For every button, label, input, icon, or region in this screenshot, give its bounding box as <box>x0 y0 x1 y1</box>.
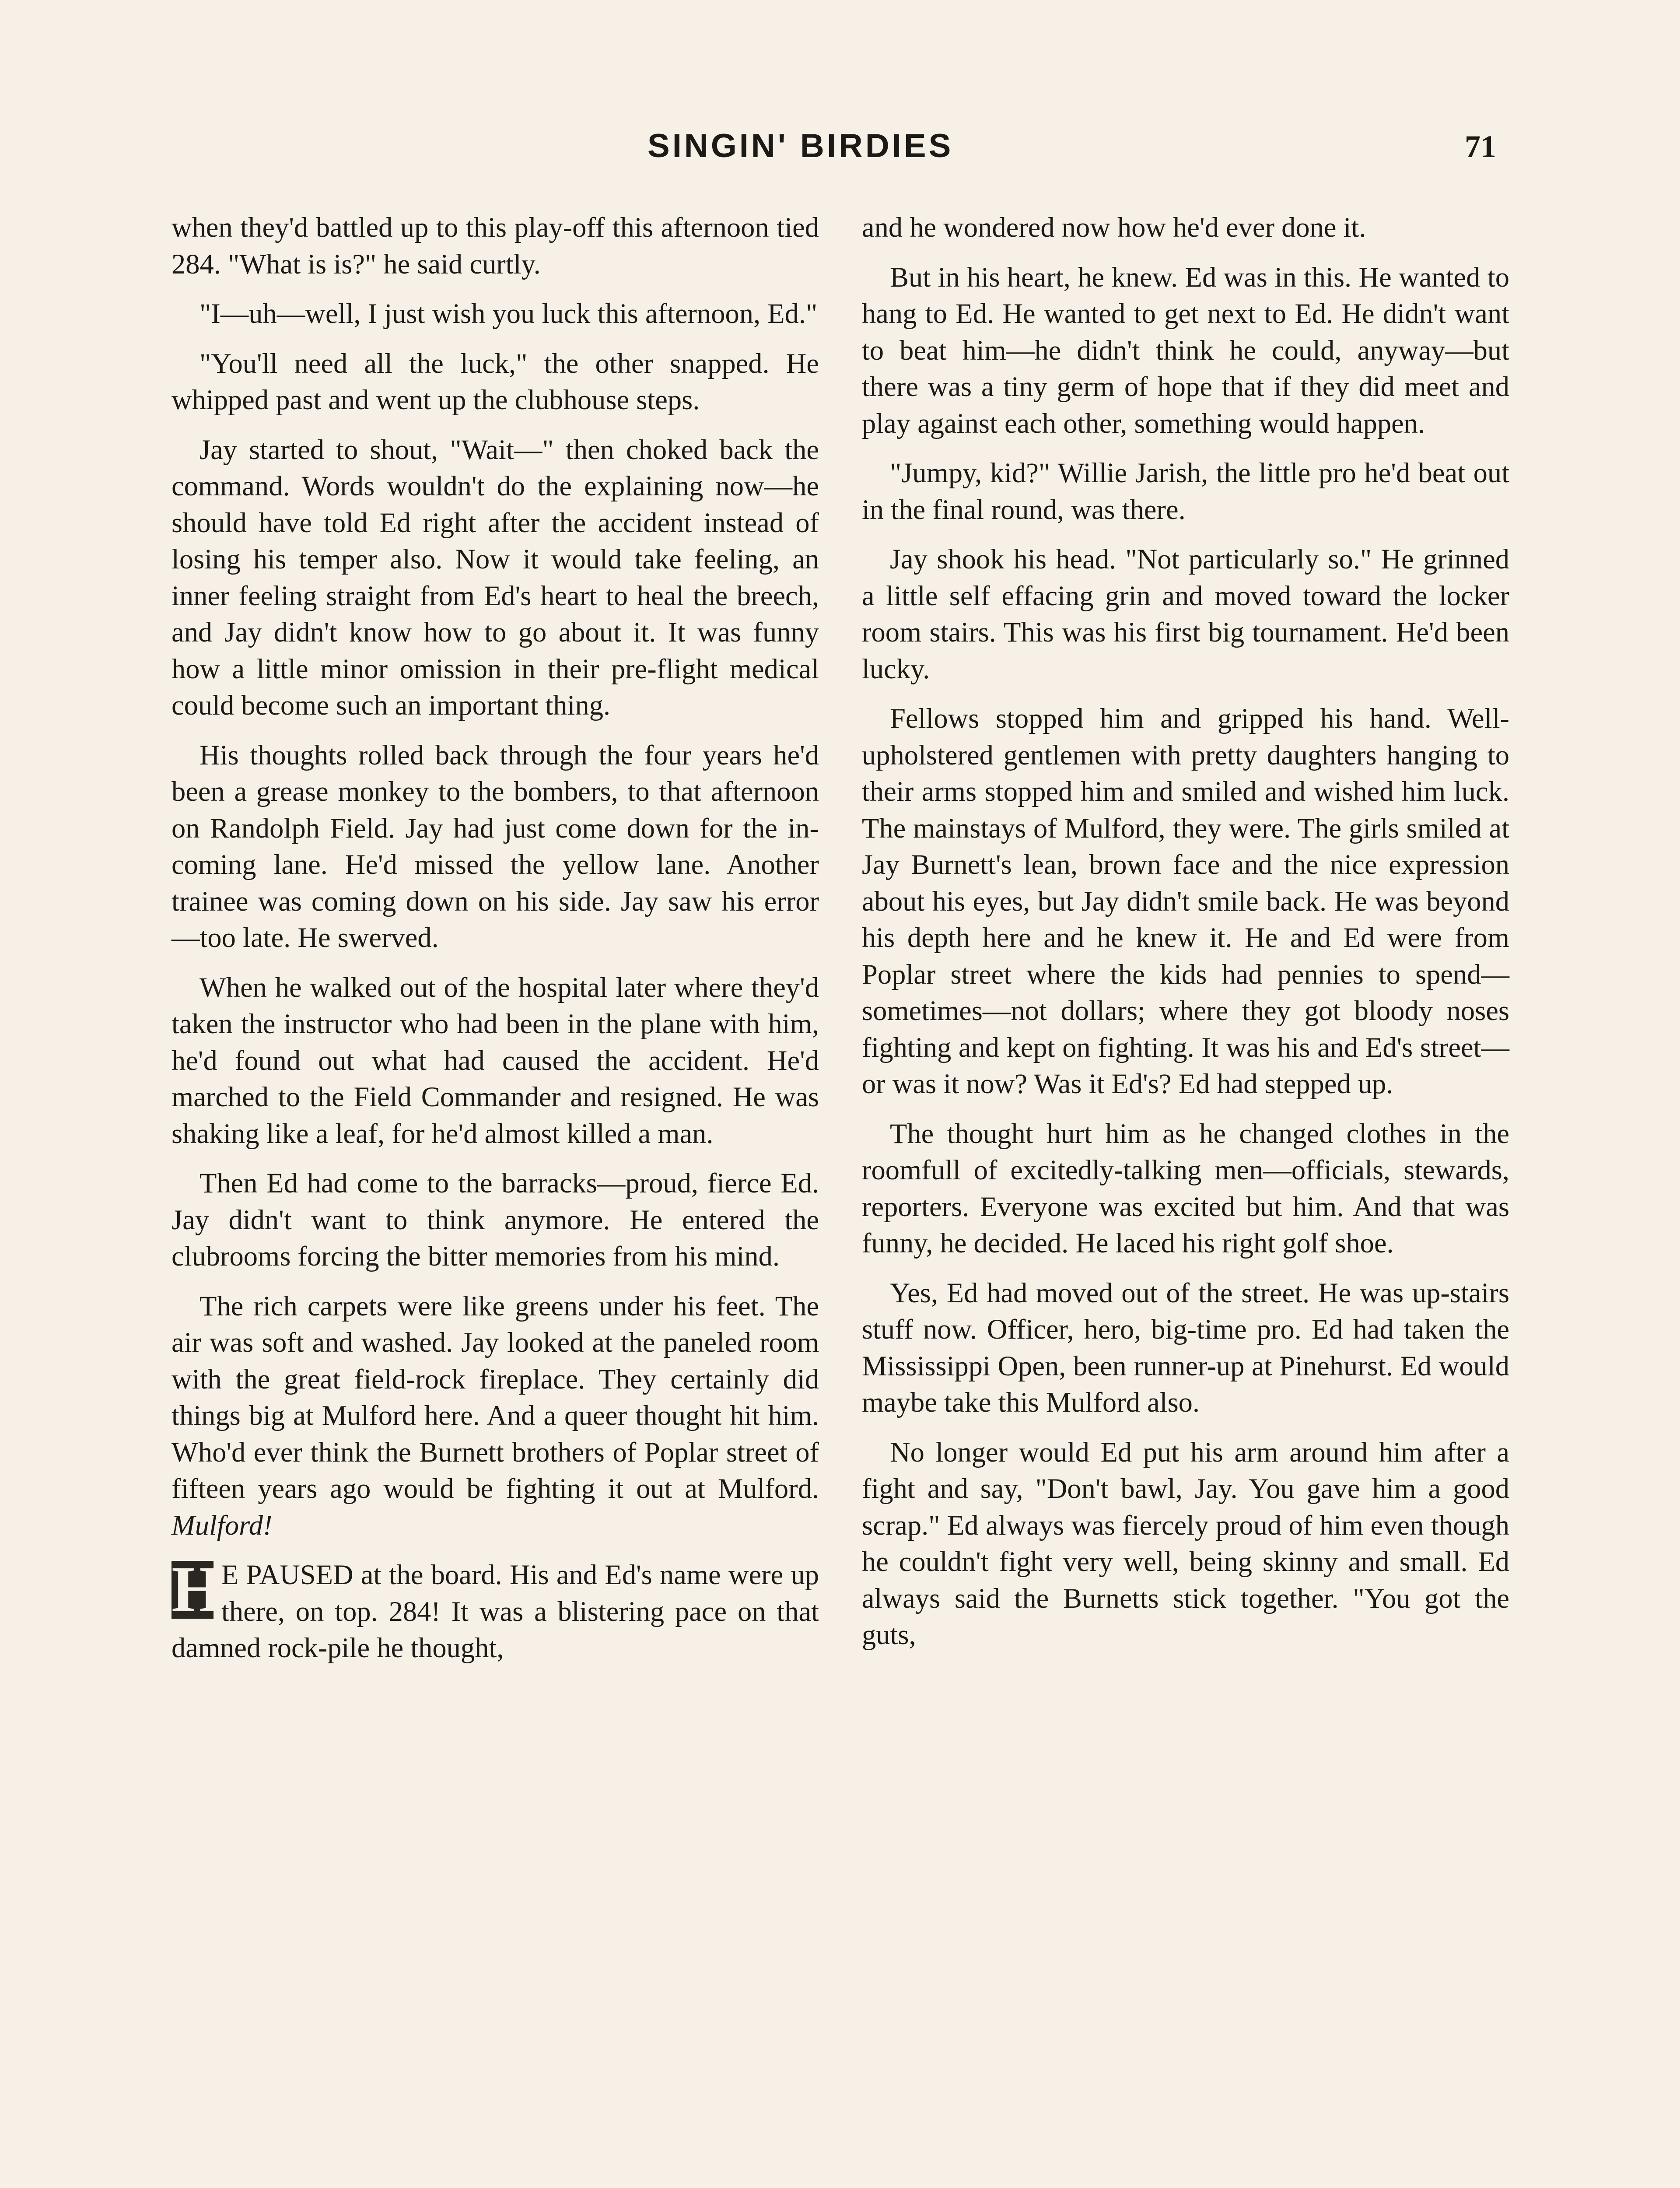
paragraph: Fellows stopped him and gripped his hand. Well-upholstered gentlemen with pretty daughters hanging to their arms stopped him and smiled and wished him luck. The mainstays of Mulford, they were. The girls smiled at Jay Burnett's lean, brown face and the nice expression about his eyes, but Jay didn't smile back. He was beyond his depth here and he knew it. He and Ed were from Poplar street where the kids had pennies to spend—sometimes—not dollars; where they got bloody noses fighting and kept on fighting. It was his and Ed's street—or was it now? Was it Ed's? Ed had stepped up. <box>862 703 1509 1099</box>
paragraph: and he wondered now how he'd ever done it. <box>862 212 1366 243</box>
paragraph-with-emphasis <box>172 1288 819 1544</box>
paragraph: His thoughts rolled back through the four years he'd been a grease monkey to the bombers, to that afternoon on Randolph Field. Jay had just come down for the in-coming lane. He'd missed the yellow lane. Another trainee was coming down on his side. Jay saw his error—too late. He swerved. <box>172 739 819 953</box>
running-header <box>0 127 1680 179</box>
paragraph: The thought hurt him as he changed clothes in the roomfull of excitedly-talking men—officials, stewards, reporters. Everyone was excited but him. And that was funny, he decided. He laced his right golf shoe. <box>862 1118 1509 1259</box>
paragraph: Then Ed had come to the barracks—proud, fierce Ed. Jay didn't want to think anymore. He entered the clubrooms forcing the bitter memories from his mind. <box>172 1168 819 1272</box>
running-title: SINGIN' BIRDIES <box>648 127 954 165</box>
paragraph-text: The rich carpets were like greens under his feet. The air was soft and washed. Jay looked at the paneled room with the great field-rock fireplace. They certainly did things big at Mulford here. And a queer thought hit him. Who'd ever think the Burnett brothers of Poplar street of fifteen years ago would be fighting it out at Mulford. <box>172 1290 819 1504</box>
paragraph: "You'll need all the luck," the other snapped. He whipped past and went up the clubhouse steps. <box>172 347 819 415</box>
left-column <box>172 209 819 1680</box>
paragraph: Jay started to shout, "Wait—" then choked back the command. Words wouldn't do the explaining now—he should have told Ed right after the accident instead of losing his temper also. Now it would take feeling, an inner feeling straight from Ed's heart to heal the breech, and Jay didn't know how to go about it. It was funny how a little minor omission in their pre-flight medical could become such an important thing. <box>172 434 819 721</box>
paragraph: "Jumpy, kid?" Willie Jarish, the little pro he'd beat out in the final round, was there. <box>862 457 1509 525</box>
paragraph: when they'd battled up to this play-off this afternoon tied 284. "What is is?" he said curtly. <box>172 212 819 280</box>
paragraph-text: E PAUSED at the board. His and Ed's name were up there, on top. 284! It was a blistering pace on that damned rock-pile he thought, <box>172 1559 819 1663</box>
section-opening-paragraph <box>172 1553 819 1666</box>
paragraph: "I—uh—well, I just wish you luck this afternoon, Ed." <box>200 298 818 329</box>
paragraph: When he walked out of the hospital later where they'd taken the instructor who had been in the plane with him, he'd found out what had caused the accident. He'd marched to the Field Commander and resigned. He was shaking like a leaf, for he'd almost killed a man. <box>172 971 819 1149</box>
paragraph: Yes, Ed had moved out of the street. He was up-stairs stuff now. Officer, hero, big-time pro. Ed had taken the Mississippi Open, been runner-up at Pinehurst. Ed would maybe take this Mulford also. <box>862 1277 1509 1418</box>
paragraph: But in his heart, he knew. Ed was in this. He wanted to hang to Ed. He wanted to get next to Ed. He didn't want to beat him—he didn't think he could, anyway—but there was a tiny germ of hope that if they did meet and play against each other, something would happen. <box>862 261 1509 439</box>
emphasis-text: Mulford! <box>172 1509 273 1541</box>
page-number: 71 <box>1465 129 1496 164</box>
paragraph: No longer would Ed put his arm around him after a fight and say, "Don't bawl, Jay. You gave him a good scrap." Ed always was fiercely proud of him even though he couldn't fight very well, being skinny and small. Ed always said the Burnetts stick together. "You got the guts, <box>862 1436 1509 1650</box>
drop-cap: H <box>172 1553 223 1626</box>
right-column <box>862 209 1509 1666</box>
paragraph: Jay shook his head. "Not particularly so." He grinned a little self effacing grin and moved toward the locker room stairs. This was his first big tournament. He'd been lucky. <box>862 543 1509 684</box>
